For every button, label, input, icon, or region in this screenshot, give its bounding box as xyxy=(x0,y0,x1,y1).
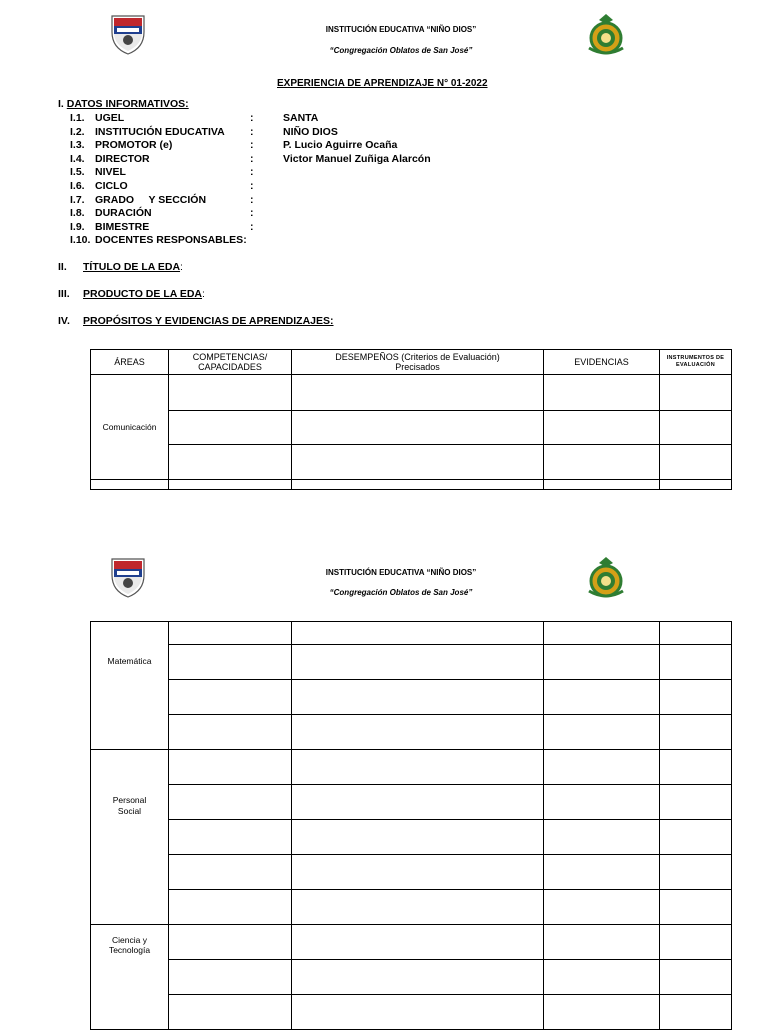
table-cell[interactable] xyxy=(91,480,169,490)
area-ciencia-tecnologia: Ciencia y Tecnología xyxy=(91,925,169,1030)
institution-seal-logo xyxy=(585,12,627,58)
congregation-name: “Congregación Oblatos de San José” xyxy=(329,46,473,55)
table-cell[interactable] xyxy=(544,480,660,490)
document-title: EXPERIENCIA DE APRENDIZAJE N° 01-2022 xyxy=(277,78,488,89)
table-cell[interactable] xyxy=(292,995,544,1030)
table-cell[interactable] xyxy=(660,785,732,820)
table-row xyxy=(91,680,732,715)
table-cell[interactable] xyxy=(292,890,544,925)
info-num: I.2. xyxy=(70,125,85,138)
table-cell[interactable] xyxy=(660,750,732,785)
info-value: P. Lucio Aguirre Ocaña xyxy=(283,139,398,152)
table-cell[interactable] xyxy=(169,960,292,995)
table-header-row xyxy=(91,350,732,375)
table-cell[interactable] xyxy=(292,480,544,490)
section-producto-eda xyxy=(58,288,205,300)
table-cell[interactable] xyxy=(660,995,732,1030)
table-cell[interactable] xyxy=(169,622,292,645)
section-datos-informativos xyxy=(58,98,189,110)
table-cell[interactable] xyxy=(660,715,732,750)
info-colon: : xyxy=(250,179,254,192)
table-cell[interactable] xyxy=(544,925,660,960)
info-label: PROMOTOR (e) xyxy=(95,139,173,152)
info-row-bimestre xyxy=(70,221,470,235)
congregation-name: “Congregación Oblatos de San José” xyxy=(329,588,473,597)
table-cell[interactable] xyxy=(660,645,732,680)
info-colon: : xyxy=(250,139,254,152)
table-cell[interactable] xyxy=(660,622,732,645)
institution-name: INSTITUCIÓN EDUCATIVA “NIÑO DIOS” xyxy=(325,568,477,577)
table-cell[interactable] xyxy=(544,855,660,890)
info-label: DURACIÓN xyxy=(95,207,152,220)
table-cell[interactable] xyxy=(544,820,660,855)
table-cell[interactable] xyxy=(544,445,660,480)
area-matematica: Matemática xyxy=(91,622,169,750)
header-areas: ÁREAS xyxy=(91,350,169,375)
header-evidencias: EVIDENCIAS xyxy=(544,350,660,375)
area-personal-social: Personal Social xyxy=(91,750,169,925)
info-row-promotor xyxy=(70,139,470,153)
table-cell[interactable] xyxy=(292,715,544,750)
table-cell[interactable] xyxy=(292,820,544,855)
table-cell[interactable] xyxy=(544,890,660,925)
info-label: BIMESTRE xyxy=(95,220,150,233)
table-row xyxy=(91,820,732,855)
section-propositos xyxy=(58,315,334,327)
info-colon: : xyxy=(250,125,254,138)
table-row xyxy=(91,995,732,1030)
table-cell[interactable] xyxy=(292,960,544,995)
table-cell[interactable] xyxy=(169,750,292,785)
evidence-table-page2 xyxy=(90,621,732,1030)
info-row-ciclo xyxy=(70,180,470,194)
header-desempenos: DESEMPEÑOS (Criterios de Evaluación) Precisados xyxy=(292,350,544,375)
info-num: I.10. xyxy=(70,234,91,247)
table-cell[interactable] xyxy=(660,480,732,490)
info-label: GRADO Y SECCIÓN xyxy=(95,193,207,206)
info-row-grado xyxy=(70,194,470,208)
info-colon: : xyxy=(250,207,254,220)
table-cell[interactable] xyxy=(169,645,292,680)
info-num: I.7. xyxy=(70,193,85,206)
section-number: III. xyxy=(58,288,70,300)
table-cell[interactable] xyxy=(292,645,544,680)
section-label: DATOS INFORMATIVOS: xyxy=(66,98,189,110)
info-colon: : xyxy=(250,112,254,124)
info-colon: : xyxy=(250,166,254,179)
table-cell[interactable] xyxy=(292,375,544,411)
table-cell[interactable] xyxy=(169,785,292,820)
school-shield-logo xyxy=(108,555,148,599)
table-cell[interactable] xyxy=(660,890,732,925)
info-label: DIRECTOR xyxy=(95,152,150,165)
header-competencias: COMPETENCIAS/ CAPACIDADES xyxy=(169,350,292,375)
section-suffix: : xyxy=(202,288,205,300)
table-row xyxy=(91,645,732,680)
table-row xyxy=(91,785,732,820)
institution-seal-logo xyxy=(585,555,627,601)
table-cell[interactable] xyxy=(292,855,544,890)
table-row xyxy=(91,622,732,645)
table-cell[interactable] xyxy=(169,995,292,1030)
info-row-docentes xyxy=(70,234,470,248)
table-cell[interactable] xyxy=(660,820,732,855)
table-row xyxy=(91,750,732,785)
table-row xyxy=(91,715,732,750)
table-row xyxy=(91,375,732,411)
info-num: I.4. xyxy=(70,152,85,165)
info-colon: : xyxy=(250,193,254,206)
table-row xyxy=(91,411,732,445)
table-cell[interactable] xyxy=(544,375,660,411)
table-row xyxy=(91,960,732,995)
section-label: TÍTULO DE LA EDA xyxy=(83,261,181,273)
table-cell[interactable] xyxy=(169,890,292,925)
table-cell[interactable] xyxy=(292,680,544,715)
school-shield-logo xyxy=(108,12,148,56)
table-cell[interactable] xyxy=(292,622,544,645)
table-cell[interactable] xyxy=(660,445,732,480)
header-instrumentos: INSTRUMENTOS DE EVALUACIÓN xyxy=(660,350,732,375)
table-row xyxy=(91,925,732,960)
table-cell[interactable] xyxy=(169,715,292,750)
table-row xyxy=(91,480,732,490)
table-cell[interactable] xyxy=(169,925,292,960)
info-num: I.9. xyxy=(70,220,85,233)
info-label: UGEL xyxy=(95,112,125,124)
table-cell[interactable] xyxy=(292,785,544,820)
info-row-director xyxy=(70,153,470,167)
info-row-ugel xyxy=(70,112,470,126)
table-cell[interactable] xyxy=(660,960,732,995)
section-number: I. xyxy=(58,98,64,110)
info-label: INSTITUCIÓN EDUCATIVA xyxy=(95,125,225,138)
info-label: CICLO xyxy=(95,179,128,192)
info-value: SANTA xyxy=(283,112,319,124)
table-cell[interactable] xyxy=(544,622,660,645)
section-label: PROPÓSITOS Y EVIDENCIAS DE APRENDIZAJES: xyxy=(83,315,334,327)
info-num: I.1. xyxy=(70,112,85,124)
table-cell[interactable] xyxy=(292,411,544,445)
table-row xyxy=(91,890,732,925)
table-cell[interactable] xyxy=(660,411,732,445)
table-cell[interactable] xyxy=(660,855,732,890)
table-cell[interactable] xyxy=(544,680,660,715)
table-cell[interactable] xyxy=(544,750,660,785)
table-cell[interactable] xyxy=(544,995,660,1030)
table-cell[interactable] xyxy=(169,411,292,445)
info-label: DOCENTES RESPONSABLES: xyxy=(95,234,247,247)
table-cell[interactable] xyxy=(660,925,732,960)
info-label: NIVEL xyxy=(95,166,126,179)
info-row-duracion xyxy=(70,207,470,221)
institution-name: INSTITUCIÓN EDUCATIVA “NIÑO DIOS” xyxy=(325,25,477,34)
table-cell[interactable] xyxy=(660,375,732,411)
info-num: I.6. xyxy=(70,179,85,192)
info-colon: : xyxy=(250,152,254,165)
table-cell[interactable] xyxy=(292,445,544,480)
section-titulo-eda xyxy=(58,261,183,273)
section-number: IV. xyxy=(58,315,70,327)
info-num: I.3. xyxy=(70,139,85,152)
table-cell[interactable] xyxy=(169,445,292,480)
table-cell[interactable] xyxy=(169,375,292,411)
info-row-institucion xyxy=(70,126,470,140)
info-list xyxy=(70,112,470,248)
table-cell[interactable] xyxy=(544,960,660,995)
table-cell[interactable] xyxy=(544,785,660,820)
table-cell[interactable] xyxy=(169,680,292,715)
info-value: Victor Manuel Zuñiga Alarcón xyxy=(283,152,431,165)
info-row-nivel xyxy=(70,166,470,180)
info-num: I.5. xyxy=(70,166,85,179)
table-row xyxy=(91,445,732,480)
table-cell[interactable] xyxy=(169,855,292,890)
section-label: PRODUCTO DE LA EDA xyxy=(83,288,203,300)
table-cell[interactable] xyxy=(544,715,660,750)
table-cell[interactable] xyxy=(292,750,544,785)
table-cell[interactable] xyxy=(169,820,292,855)
table-cell[interactable] xyxy=(660,680,732,715)
table-cell[interactable] xyxy=(169,480,292,490)
table-cell[interactable] xyxy=(292,925,544,960)
info-num: I.8. xyxy=(70,207,85,220)
table-row xyxy=(91,855,732,890)
table-cell[interactable] xyxy=(544,411,660,445)
evidence-table-page1 xyxy=(90,349,732,490)
section-suffix: : xyxy=(180,261,183,273)
info-value: NIÑO DIOS xyxy=(283,125,338,138)
table-cell[interactable] xyxy=(544,645,660,680)
area-comunicacion: Comunicación xyxy=(91,375,169,480)
info-colon: : xyxy=(250,220,254,233)
section-number: II. xyxy=(58,261,67,273)
